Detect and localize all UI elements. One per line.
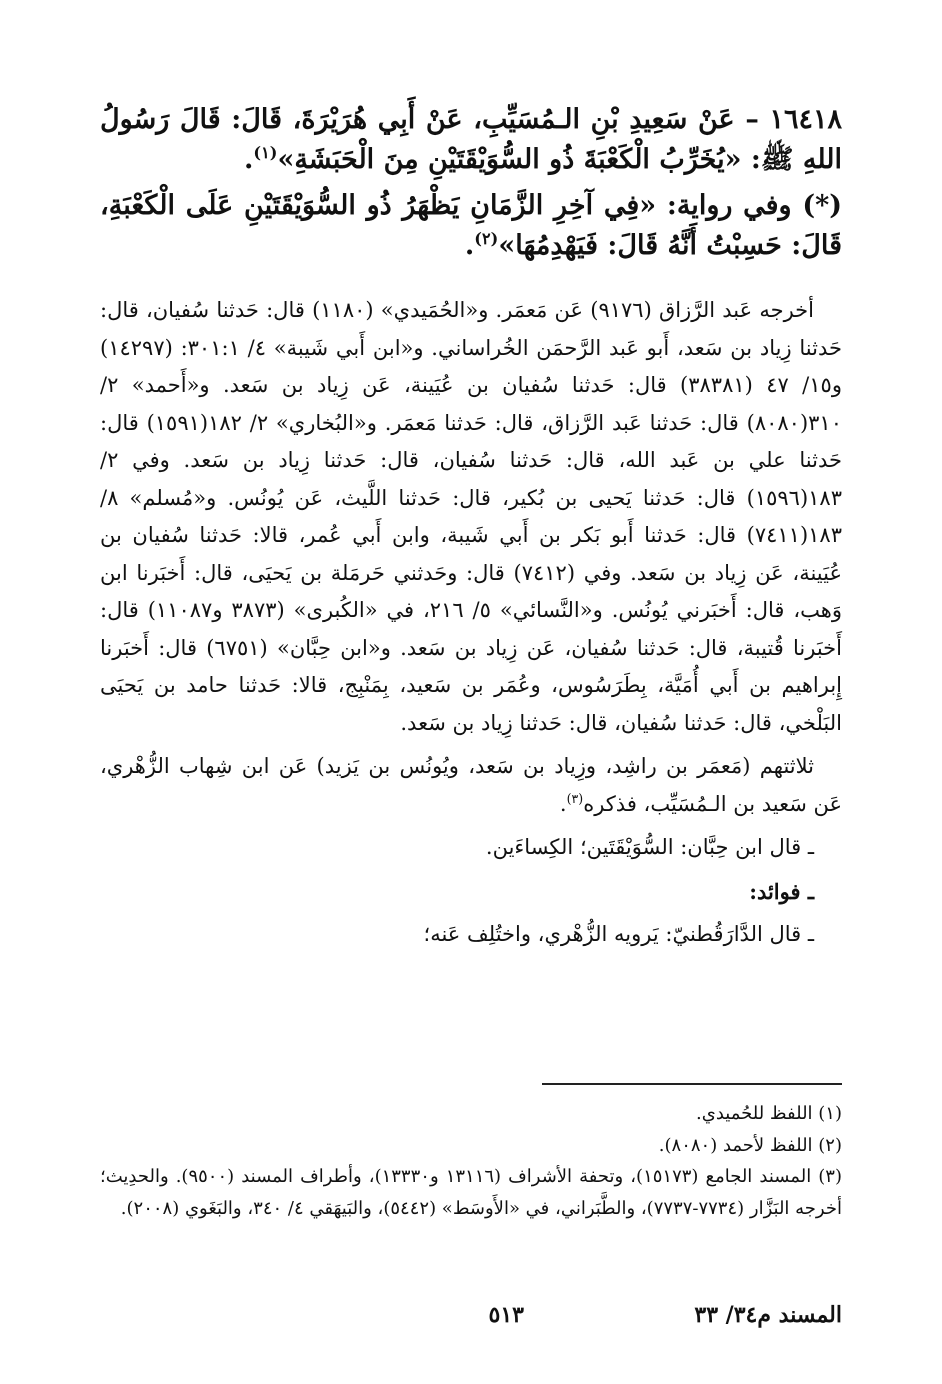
page-footer (100, 1302, 842, 1338)
footnote-separator (542, 1083, 842, 1085)
hadith-variant-text: (*) وفي رواية: «فِي آخِرِ الزَّمَانِ يَظْهَرُ ذُو السُّوَيْقَتَيْنِ عَلَى الْكَعْبَةِ، قَالَ: حَسِبْتُ أَنَّهُ قَالَ: فَيَهْدِمُهَا» (100, 190, 842, 261)
ibn-hibban-note: ـ قال ابن حِبَّان: السُّوَيْقَتَين؛ الكِساءَين. (485, 835, 814, 859)
fawaid-heading: ـ فوائد: (749, 878, 814, 904)
footnote-ref-1[interactable]: (١) (253, 143, 278, 162)
volume-signature: المسند م٣٤/ ٣٣ (694, 1302, 842, 1328)
footnotes (100, 1098, 842, 1224)
hadith-main-text: ١٦٤١٨ – عَنْ سَعِيدِ بْنِ الـمُسَيِّبِ، عَنْ أَبِي هُرَيْرَةَ، قَالَ: قَالَ رَسُولُ اللهِ ﷺ: «يُخَرِّبُ الْكَعْبَةَ ذُو السُّوَيْقَتَيْنِ مِنَ الْحَبَشَةِ» (100, 104, 842, 175)
footnote-2: (٢) اللفظ لأحمد (٨٠٨٠). (658, 1134, 842, 1156)
chain-summary-paragraph (100, 748, 842, 823)
hadith-main (100, 100, 842, 180)
page-number: ٥١٣ (488, 1302, 524, 1328)
hadith-variant (100, 186, 842, 266)
hadith-variant-end: . (464, 230, 475, 261)
footnote-ref-3[interactable]: (٣) (566, 790, 584, 806)
hadith-text (100, 100, 842, 272)
hadith-main-end: . (243, 144, 254, 175)
footnote-1: (١) اللفظ للحُميدي. (696, 1103, 842, 1124)
takhrij-paragraph: أخرجه عَبد الرَّزاق (٩١٧٦) عَن مَعمَر. و«الحُمَيدي» (١١٨٠) قال: حَدثنا سُفيان، قال: حَدثنا زِياد بن سَعد، أَبو عَبد الرَّحمَن الخُراساني. و«ابن أَبي شَيبة» ٤/ ٣٠١:١: (١٤٢٩٧) و١٥/ ٤٧ (٣٨٣٨١) قال: حَدثنا سُفيان بن عُيَينة، عَن زِياد بن سَعد. و«أَحمد» ٢/ ٣١٠(٨٠٨٠) قال: حَدثنا عَبد الرَّزاق، قال: حَدثنا مَعمَر. و«البُخاري» ٢/ ١٨٢(١٥٩١) قال: حَدثنا علي بن عَبد الله، قال: حَدثنا سُفيان، قال: حَدثنا زِياد بن سَعد. وفي ٢/ ١٨٣(١٥٩٦) قال: حَدثنا يَحيى بن بُكير، قال: حَدثنا اللَّيث، عَن يُونُس. و«مُسلم» ٨/ ١٨٣(٧٤١١) قال: حَدثنا أَبو بَكر بن أَبي شَيبة، وابن أَبي عُمر، قالا: حَدثنا سُفيان بن عُيَينة، عَن زِياد بن سَعد. وفي (٧٤١٢) قال: وحَدثني حَرمَلة بن يَحيَى، قال: أَخبَرنا ابن وَهب، قال: أَخبَرني يُونُس. و«النَّسائي» ٥/ ٢١٦، في «الكُبرى» (٣٨٧٣ و١١٠٨٧) قال: أَخبَرنا قُتيبة، قال: حَدثنا سُفيان، عَن زِياد بن سَعد. و«ابن حِبَّان» (٦٧٥١) قال: أَخبَرنا إِبراهيم بن أَبي أُمَيَّة، بِطَرَسُوس، وعُمَر بن سَعيد، بِمَنْبِج، قالا: حَدثنا حامد بن يَحيَى البَلْخي، قال: حَدثنا سُفيان، قال: حَدثنا زِياد بن سَعد. (100, 298, 843, 735)
takhrij-section (100, 292, 842, 960)
daraqutni-note: ـ قال الدَّارَقُطنيّ: يَرويه الزُّهْري، واختُلِف عَنه؛ (423, 922, 814, 946)
chain-summary-text: ثلاثتهم (مَعمَر بن راشِد، وزِياد بن سَعد، ويُونُس بن يَزيد) عَن ابن شِهاب الزُّهْري، عَن سَعيد بن الـمُسَيِّب، فذكره (100, 754, 842, 816)
footnote-3: (٣) المسند الجامع (١٥١٧٣)، وتحفة الأشراف (١٣١١٦ و١٣٣٣٠)، وأطراف المسند (٩٥٠٠). والحدِيث؛ أخرجه البَزَّار (٧٧٣٤-٧٧٣٧)، والطَّبَراني، في «الأَوسَط» (٥٤٤٢)، والبَيهَقي ٤/ ٣٤٠، والبَغَوي (٢٠٠٨). (100, 1166, 842, 1219)
footnote-ref-2[interactable]: (٢) (474, 229, 499, 248)
chain-summary-end: . (559, 791, 567, 816)
